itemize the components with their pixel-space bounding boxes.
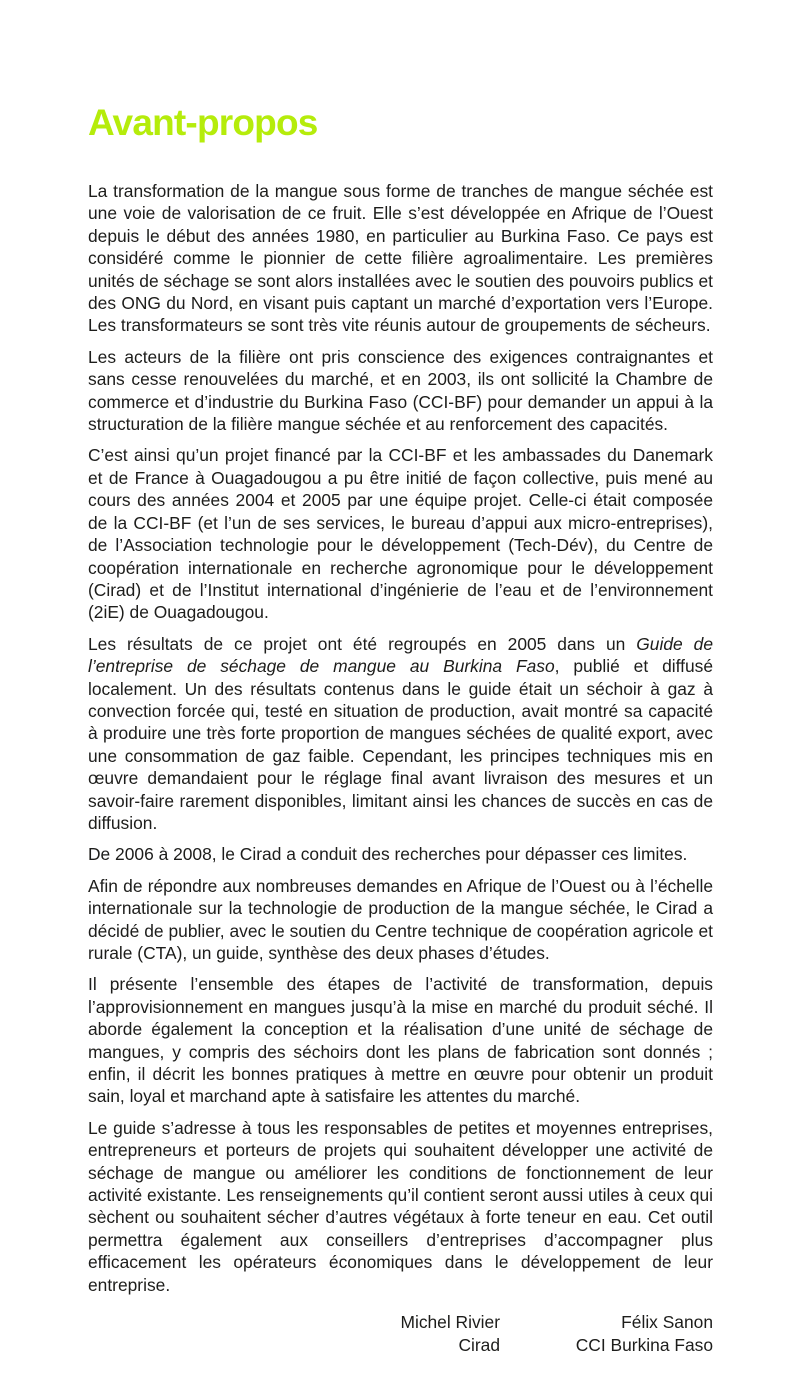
foreword-body: [88, 180, 713, 1296]
signature-right: [500, 1311, 713, 1356]
signature-left: [88, 1311, 500, 1356]
paragraph: [88, 633, 713, 835]
text-segment: C’est ainsi qu’un projet financé par la CCI-BF et les ambassades du Danemark et de France à Ouagadougou a pu être initié de façon collective, puis mené au cours des années 2004 et 2005 par une équipe projet. Celle-ci était composée de la CCI-BF (et l’un de ses services, le bureau d’appui aux micro-entreprises), de l’Association technologie pour le développement (Tech-Dév), du Centre de coopération internationale en recherche agronomique pour le développement (Cirad) et de l’Institut international d’ingénierie de l’eau et de l’environnement (2iE) de Ouagadougou.: [88, 445, 713, 623]
signature-organization: CCI Burkina Faso: [575, 1334, 713, 1355]
text-segment: La transformation de la mangue sous forme de tranches de mangue séchée est une voie de valorisation de ce fruit. Elle s’est développée en Afrique de l’Ouest depuis le début des années 1980, en particulier au Burkina Faso. Ce pays est considéré comme le pionnier de cette filière agroalimentaire. Les premières unités de séchage se sont alors installées avec le soutien des pouvoirs publics et des ONG du Nord, en visant puis captant un marché d’exportation vers l’Europe. Les transformateurs se sont très vite réunis autour de groupements de sécheurs.: [88, 181, 713, 336]
paragraph: [88, 346, 713, 436]
text-segment: Le guide s’adresse à tous les responsables de petites et moyennes entreprises, entrepreneurs et porteurs de projets qui souhaitent développer une activité de séchage de mangue ou améliorer les conditions de fonctionnement de leur activité existante. Les renseignements qu’il contient seront aussi utiles à ceux qui sèchent ou souhaitent sécher d’autres végétaux à forte teneur en eau. Cet outil permettra également aux conseillers d’entreprises d’accompagner plus efficacement les opérateurs économiques dans le développement de leur entreprise.: [88, 1117, 713, 1295]
text-segment: De 2006 à 2008, le Cirad a conduit des recherches pour dépasser ces limites.: [88, 844, 688, 865]
page-title: Avant-propos: [88, 102, 318, 143]
paragraph: [88, 875, 713, 965]
paragraph: [88, 843, 713, 865]
paragraph: [88, 180, 713, 337]
signature-name: Félix Sanon: [621, 1312, 713, 1333]
paragraph: [88, 973, 713, 1107]
text-segment: , publié et diffusé localement. Un des résultats contenus dans le guide était un séchoir à gaz à convection forcée qui, testé en situation de production, avait montré sa capacité à produire une très forte proportion de mangues séchées de qualité export, avec une consommation de gaz faible. Cependant, les principes techniques mis en œuvre demandaient pour le réglage final avant livraison des mesures et un savoir-faire rarement disponibles, limitant ainsi les chances de succès en cas de diffusion.: [88, 656, 713, 833]
text-segment: Afin de répondre aux nombreuses demandes en Afrique de l’Ouest ou à l’échelle internationale sur la technologie de production de la mangue séchée, le Cirad a décidé de publier, avec le soutien du Centre technique de coopération agricole et rurale (CTA), un guide, synthèse des deux phases d’études.: [88, 875, 713, 963]
italic-text-segment: Guide de l’entreprise de séchage de mangue au Burkina Faso: [88, 633, 713, 677]
signature-block: [88, 1311, 713, 1356]
paragraph: [88, 1117, 713, 1296]
paragraph: [88, 444, 713, 623]
text-segment: Les acteurs de la filière ont pris conscience des exigences contraignantes et sans cesse renouvelées du marché, et en 2003, ils ont sollicité la Chambre de commerce et d’industrie du Burkina Faso (CCI-BF) pour demander un appui à la structuration de la filière mangue séchée et au renforcement des capacités.: [88, 346, 713, 435]
signature-name: Michel Rivier: [400, 1312, 500, 1333]
page-content: [88, 0, 713, 1356]
text-segment: Il présente l’ensemble des étapes de l’activité de transformation, depuis l’approvisionnement en mangues jusqu’à la mise en marché du produit séché. Il aborde également la conception et la réalisation d’une unité de séchage de mangues, y compris des séchoirs dont les plans de fabrication sont donnés ; enfin, il décrit les bonnes pratiques à mettre en œuvre pour obtenir un produit sain, loyal et marchand apte à satisfaire les attentes du marché.: [88, 974, 713, 1107]
signature-organization: Cirad: [458, 1334, 500, 1355]
text-segment: Les résultats de ce projet ont été regroupés en 2005 dans un: [88, 633, 637, 654]
